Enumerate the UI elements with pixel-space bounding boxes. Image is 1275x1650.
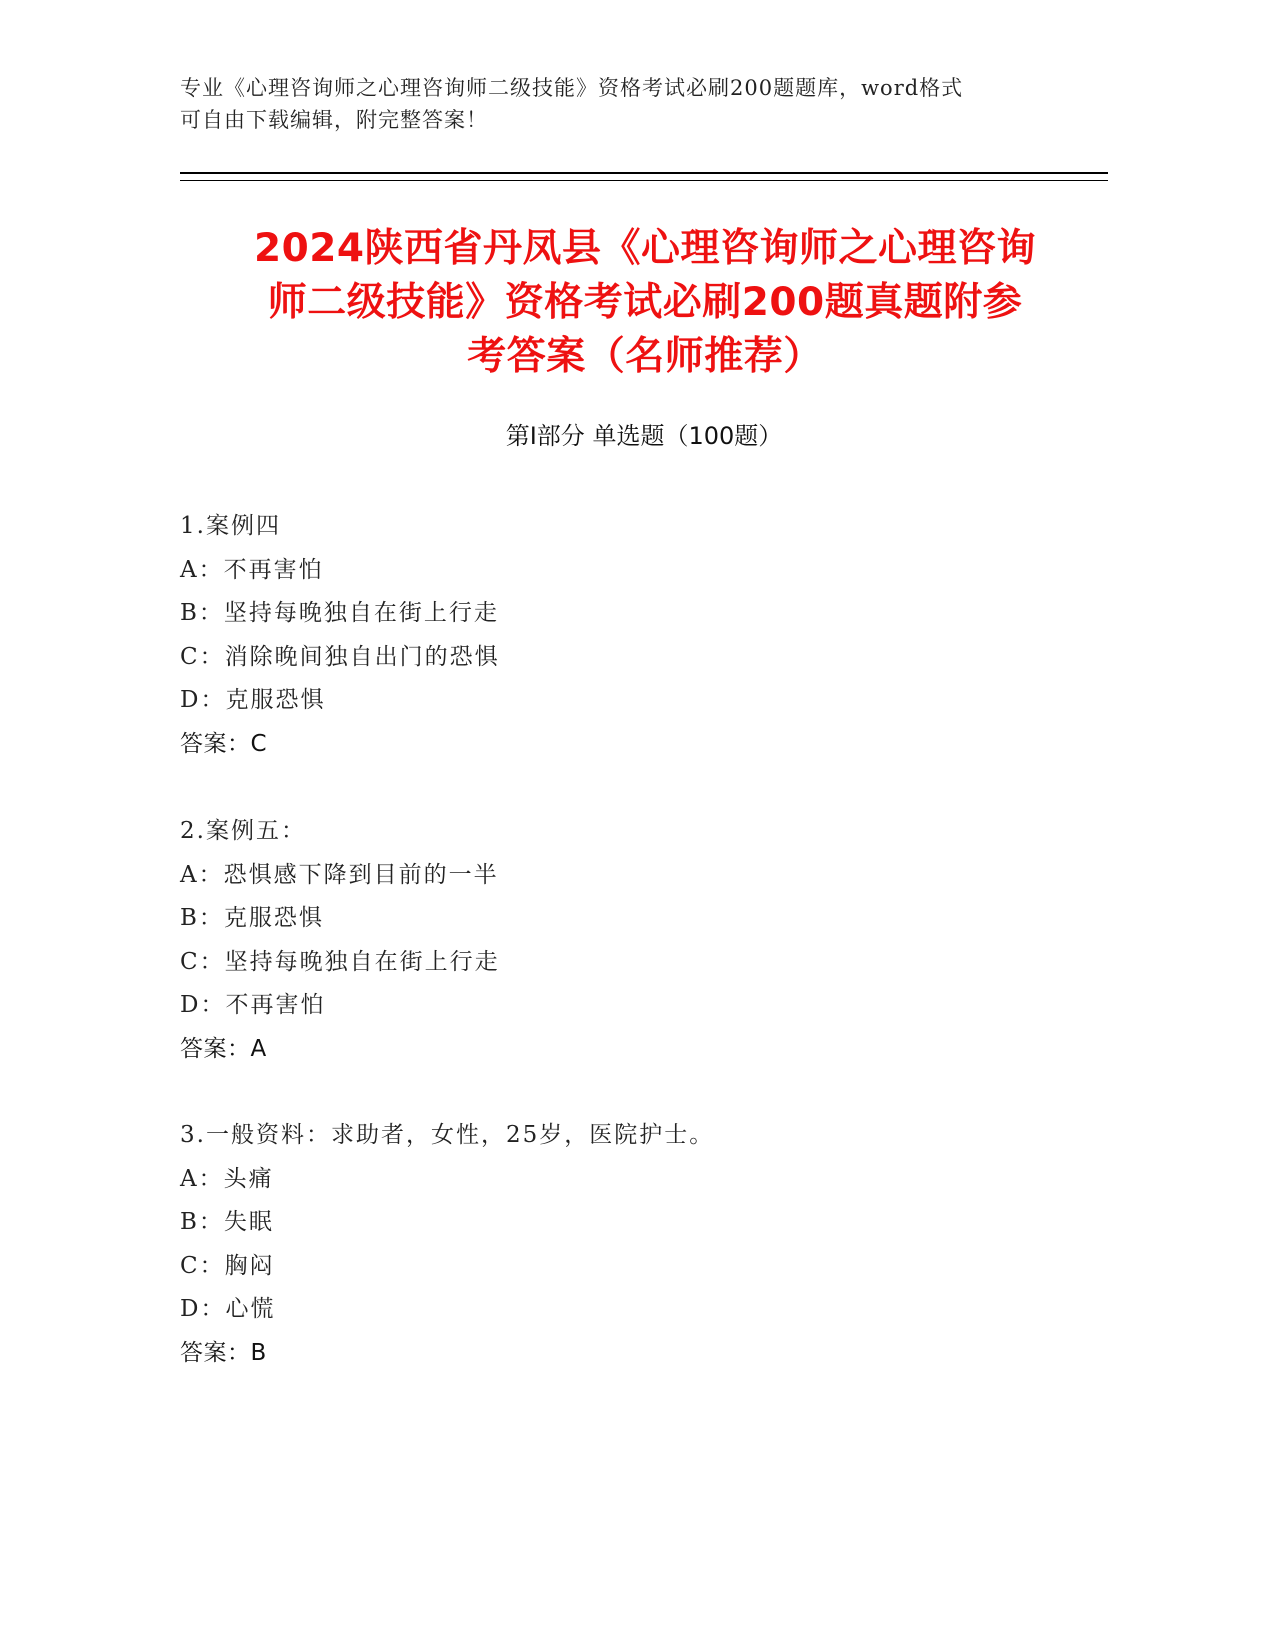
question-stem: 1.案例四 bbox=[180, 513, 281, 539]
question-1 bbox=[180, 505, 1080, 767]
option-c: C：坚持每晚独自在街上行走 bbox=[180, 948, 500, 975]
header-rule-thick bbox=[180, 172, 1108, 174]
title-line-1: 2024陕西省丹凤县《心理咨询师之心理咨询 bbox=[253, 226, 1037, 271]
section-heading: 第Ⅰ部分 单选题（100题） bbox=[505, 422, 783, 450]
header-note-line-1: 专业《心理咨询师之心理咨询师二级技能》资格考试必刷200题题库，word格式 bbox=[180, 76, 964, 100]
option-a: A：不再害怕 bbox=[180, 556, 324, 583]
option-c: C：胸闷 bbox=[180, 1252, 275, 1279]
question-stem: 3.一般资料：求助者，女性，25岁，医院护士。 bbox=[180, 1122, 715, 1148]
document-header-note bbox=[180, 72, 1040, 136]
answer-key: 答案：B bbox=[180, 1339, 267, 1366]
question-3 bbox=[180, 1114, 1080, 1376]
option-c: C：消除晚间独自出门的恐惧 bbox=[180, 643, 500, 670]
option-a: A：头痛 bbox=[180, 1165, 274, 1192]
question-2 bbox=[180, 810, 1080, 1072]
title-line-3: 考答案（名师推荐） bbox=[467, 334, 823, 379]
question-stem: 2.案例五： bbox=[180, 818, 306, 844]
option-d: D：心慌 bbox=[180, 1296, 276, 1323]
header-note-line-2: 可自由下载编辑，附完整答案！ bbox=[180, 108, 488, 132]
option-b: B：坚持每晚独自在街上行走 bbox=[180, 600, 499, 627]
option-a: A：恐惧感下降到目前的一半 bbox=[180, 861, 499, 888]
option-d: D：克服恐惧 bbox=[180, 687, 326, 714]
option-b: B：克服恐惧 bbox=[180, 905, 324, 932]
option-d: D：不再害怕 bbox=[180, 992, 326, 1019]
header-rule-thin bbox=[180, 180, 1108, 181]
answer-key: 答案：A bbox=[180, 1035, 267, 1062]
title-line-2: 师二级技能》资格考试必刷200题真题附参 bbox=[267, 280, 1023, 325]
option-b: B：失眠 bbox=[180, 1209, 274, 1236]
document-title bbox=[170, 222, 1120, 384]
answer-key: 答案：C bbox=[180, 730, 268, 757]
